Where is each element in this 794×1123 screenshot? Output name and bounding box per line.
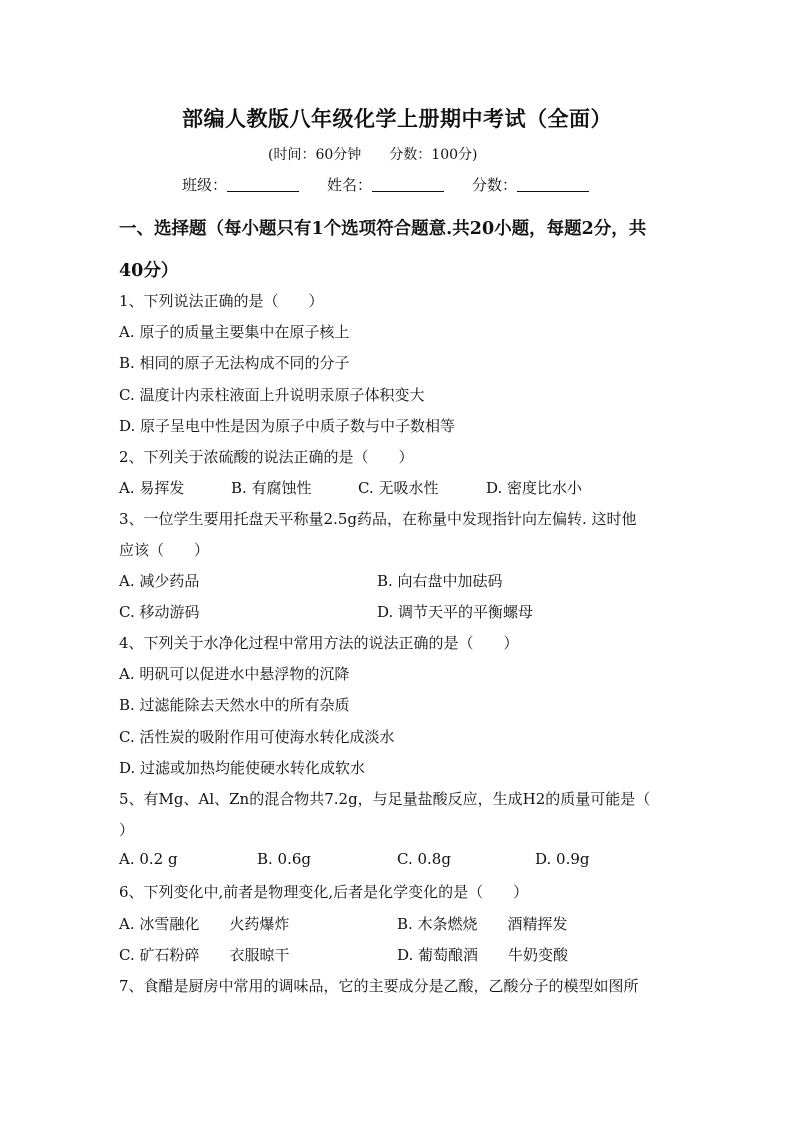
question-1-option-c: C. 温度计内汞柱液面上升说明汞原子体积变大: [119, 386, 425, 404]
question-6-stem: 6、下列变化中,前者是物理变化,后者是化学变化的是（ ）: [119, 883, 529, 901]
question-2-option-b: B. 有腐蚀性: [231, 479, 312, 497]
score-blank[interactable]: [517, 177, 589, 192]
question-2-option-d: D. 密度比水小: [486, 479, 583, 497]
name-label: 姓名：: [327, 176, 373, 194]
question-4-option-a: A. 明矾可以促进水中悬浮物的沉降: [119, 665, 350, 683]
question-3-stem-line1: 3、一位学生要用托盘天平称量2.5g药品，在称量中发现指针向左偏转. 这时他: [119, 510, 637, 528]
question-5-option-d: D. 0.9g: [535, 850, 590, 868]
question-3-option-d: D. 调节天平的平衡螺母: [377, 603, 534, 621]
question-3-option-b: B. 向右盘中加砝码: [377, 572, 503, 590]
student-info-fields: [182, 174, 617, 195]
score-info: 分数：100分): [389, 147, 478, 163]
class-blank[interactable]: [227, 177, 299, 192]
name-blank[interactable]: [372, 177, 444, 192]
section-heading: [119, 208, 689, 292]
section-heading-line1: 一、选择题（每小题只有1个选项符合题意.共20小题，每题2分，共: [119, 219, 647, 239]
question-1-option-a: A. 原子的质量主要集中在原子核上: [119, 323, 350, 341]
section-heading-line2: 40分）: [119, 261, 179, 281]
question-3-stem-line2: 应该（ ）: [119, 541, 210, 559]
question-5-option-c: C. 0.8g: [397, 850, 451, 868]
exam-meta: [268, 144, 477, 164]
time-info: (时间：60分钟: [268, 147, 362, 163]
question-6-option-a: A. 冰雪融化 火药爆炸: [119, 915, 290, 933]
question-1-stem: 1、下列说法正确的是（ ）: [119, 292, 324, 310]
question-1-option-b: B. 相同的原子无法构成不同的分子: [119, 354, 350, 372]
question-7-stem: 7、食醋是厨房中常用的调味品，它的主要成分是乙酸，乙酸分子的模型如图所: [119, 977, 639, 995]
question-6-option-d: D. 葡萄酿酒 牛奶变酸: [397, 946, 569, 964]
question-5-option-a: A. 0.2 g: [119, 850, 178, 868]
question-2-option-c: C. 无吸水性: [358, 479, 439, 497]
question-4-option-c: C. 活性炭的吸附作用可使海水转化成淡水: [119, 728, 395, 746]
question-5-stem-line2: ）: [119, 821, 135, 839]
class-label: 班级：: [182, 176, 228, 194]
question-4-stem: 4、下列关于水净化过程中常用方法的说法正确的是（ ）: [119, 634, 519, 652]
question-3-option-c: C. 移动游码: [119, 603, 200, 621]
question-1-option-d: D. 原子呈电中性是因为原子中质子数与中子数相等: [119, 417, 456, 435]
question-5-option-b: B. 0.6g: [257, 850, 312, 868]
question-6-option-b: B. 木条燃烧 酒精挥发: [397, 915, 568, 933]
score-field-label: 分数：: [472, 176, 518, 194]
question-4-option-b: B. 过滤能除去天然水中的所有杂质: [119, 696, 350, 714]
question-6-option-c: C. 矿石粉碎 衣服晾干: [119, 946, 290, 964]
question-4-option-d: D. 过滤或加热均能使硬水转化成软水: [119, 759, 366, 777]
question-2-stem: 2、下列关于浓硫酸的说法正确的是（ ）: [119, 448, 414, 466]
question-5-stem-line1: 5、有Mg、Al、Zn的混合物共7.2g，与足量盐酸反应，生成H2的质量可能是（: [119, 790, 651, 808]
question-2-option-a: A. 易挥发: [119, 479, 185, 497]
page-title: 部编人教版八年级化学上册期中考试（全面）: [182, 106, 612, 131]
question-3-option-a: A. 减少药品: [119, 572, 200, 590]
